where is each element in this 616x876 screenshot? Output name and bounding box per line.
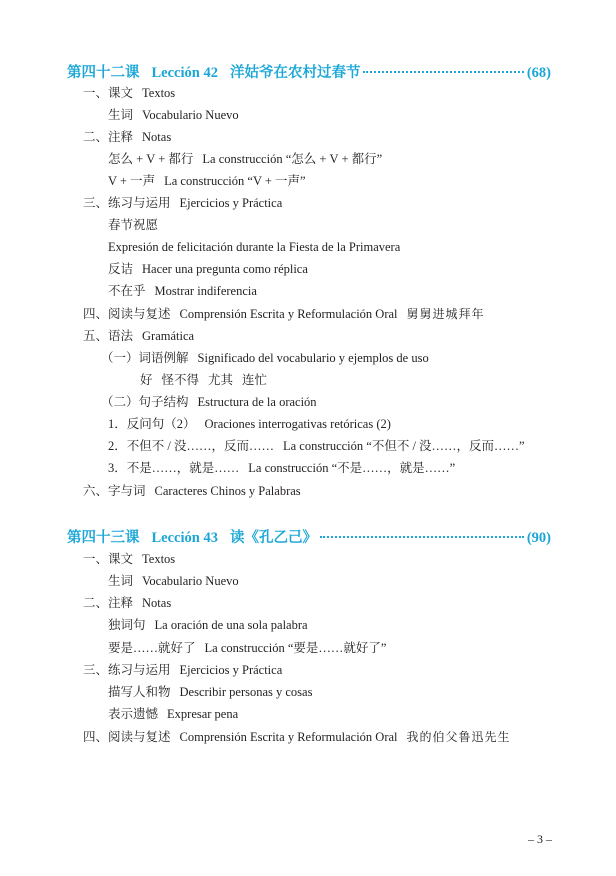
- toc-line: 四、阅读与复述 Comprensión Escrita y Reformulación Oral 我的伯父鲁迅先生: [83, 730, 511, 744]
- toc-line: 生词 Vocabulario Nuevo: [108, 574, 239, 588]
- toc-line: 六、字与词 Caracteres Chinos y Palabras: [83, 484, 301, 498]
- toc-line: 生词 Vocabulario Nuevo: [108, 108, 239, 122]
- toc-line: 春节祝愿: [108, 218, 159, 232]
- leader-dots: [320, 536, 524, 538]
- toc-line: 2．不但不 / 没……，反而…… La construcción “不但不 / 没……，反而……”: [108, 439, 525, 453]
- toc-line: V + 一声 La construcción “V + 一声”: [108, 174, 306, 188]
- leader-dots: [363, 71, 523, 73]
- lesson-43-number-cn: 第四十三课: [67, 530, 140, 546]
- lesson-43-number-es: Lección 43: [151, 530, 218, 546]
- lesson-43-page: (90): [526, 530, 551, 546]
- toc-line: 四、阅读与复述 Comprensión Escrita y Reformulación Oral 舅舅进城拜年: [83, 307, 485, 321]
- toc-line: 表示遗憾 Expresar pena: [108, 707, 239, 721]
- lesson-42-heading[interactable]: [67, 61, 551, 81]
- toc-line: 要是……就好了 La construcción “要是……就好了”: [108, 641, 387, 655]
- toc-line: 三、练习与运用 Ejercicios y Práctica: [83, 196, 283, 210]
- lesson-42-number-es: Lección 42: [151, 65, 218, 81]
- lesson-42-page: (68): [526, 65, 551, 81]
- toc-line: 怎么 + V + 都行 La construcción “怎么 + V + 都行”: [108, 152, 383, 166]
- toc-line: 二、注释 Notas: [83, 596, 172, 610]
- toc-line: 3．不是……，就是…… La construcción “不是……，就是……”: [108, 461, 456, 475]
- toc-line: （二）句子结构 Estructura de la oración: [101, 395, 317, 409]
- lesson-42-number-cn: 第四十二课: [67, 65, 140, 81]
- lesson-42-title: 洋姑爷在农村过春节: [229, 65, 361, 81]
- toc-line: 1．反问句（2） Oraciones interrogativas retóricas (2): [108, 417, 391, 431]
- page-number: – 3 –: [528, 832, 552, 846]
- toc-line: 三、练习与运用 Ejercicios y Práctica: [83, 663, 283, 677]
- toc-line: （一）词语例解 Significado del vocabulario y ejemplos de uso: [101, 351, 429, 365]
- toc-line: 不在乎 Mostrar indiferencia: [108, 284, 257, 298]
- toc-line: 五、语法 Gramática: [83, 329, 195, 343]
- toc-line: 反诘 Hacer una pregunta como réplica: [108, 262, 308, 276]
- reading-title: 我的伯父鲁迅先生: [406, 730, 511, 744]
- toc-line: Expresión de felicitación durante la Fiesta de la Primavera: [108, 240, 401, 254]
- toc-line: 独词句 La oración de una sola palabra: [108, 618, 308, 632]
- reading-title: 舅舅进城拜年: [406, 307, 485, 321]
- toc-line: 一、课文 Textos: [83, 86, 176, 100]
- lesson-43-title: 读《孔乙己》: [229, 530, 317, 546]
- toc-line: 描写人和物 Describir personas y cosas: [108, 685, 313, 699]
- toc-line: 二、注释 Notas: [83, 130, 172, 144]
- toc-line: 一、课文 Textos: [83, 552, 176, 566]
- lesson-43-heading[interactable]: [67, 526, 551, 546]
- toc-line: 好 怪不得 尤其 连忙: [140, 373, 268, 387]
